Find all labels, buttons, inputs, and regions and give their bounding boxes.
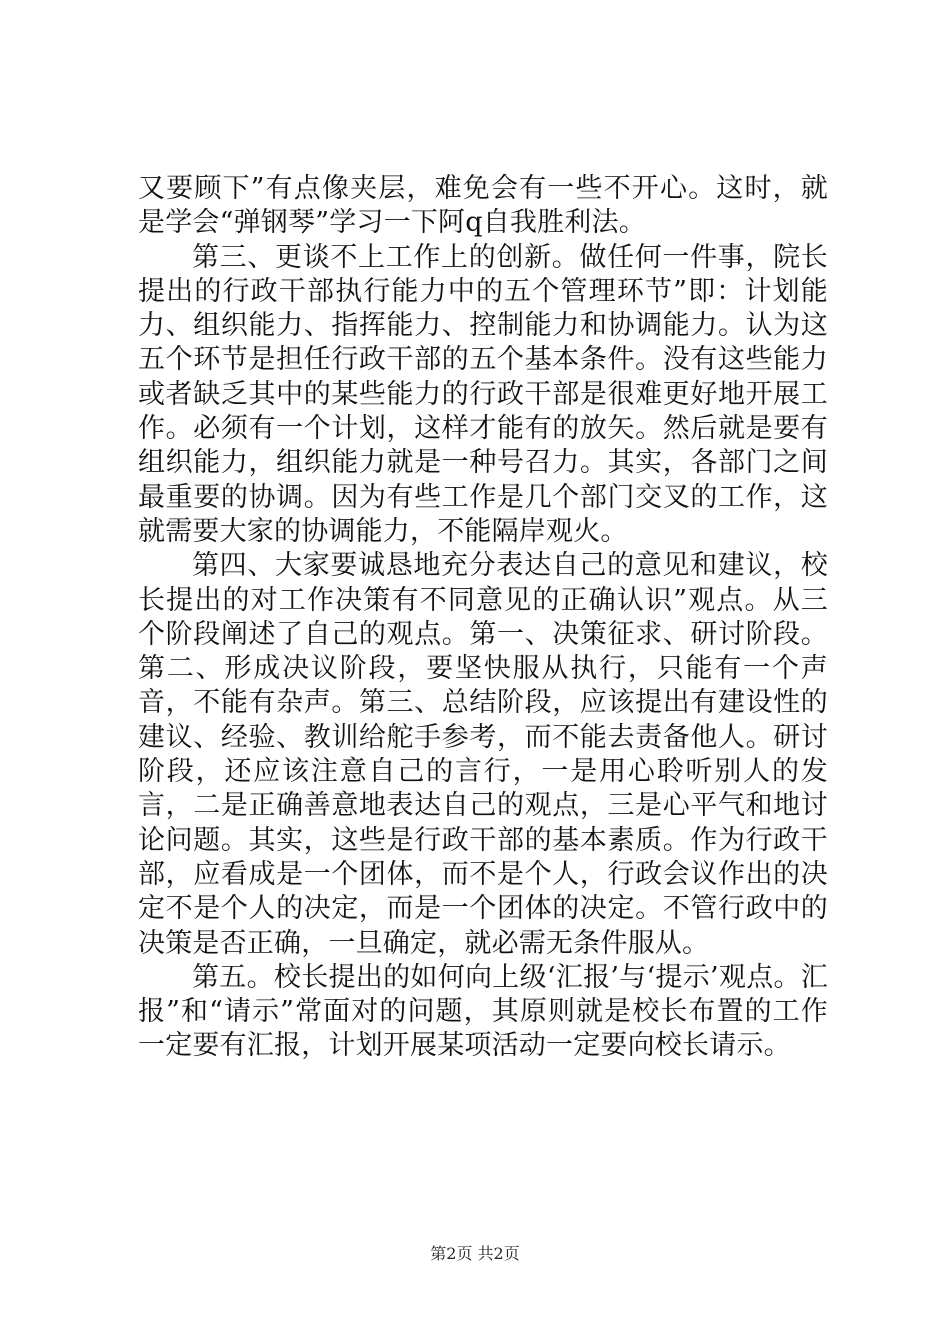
paragraph-continuation: 又要顾下”有点像夹层，难免会有一些不开心。这时，就是学会“弹钢琴”学习一下阿q自我胜利法。 bbox=[138, 173, 828, 239]
paragraph-point-five: 第五。校长提出的如何向上级‘汇报’与‘提示’观点。汇报”和“请示”常面对的问题，其原则就是校长布置的工作一定要有汇报，计划开展某项活动一定要向校长请示。 bbox=[138, 961, 828, 1062]
paragraph-point-three: 第三、更谈不上工作上的创新。做任何一件事，院长提出的行政干部执行能力中的五个管理环节”即：计划能力、组织能力、指挥能力、控制能力和协调能力。认为这五个环节是担任行政干部的五个基本条件。没有这些能力或者缺乏其中的某些能力的行政干部是很难更好地开展工作。必须有一个计划，这样才能有的放矢。然后就是要有组织能力，组织能力就是一种号召力。其实，各部门之间最重要的协调。因为有些工作是几个部门交叉的工作，这就需要大家的协调能力，不能隔岸观火。 bbox=[138, 241, 828, 547]
document-body bbox=[138, 172, 828, 1064]
paragraph-point-four: 第四、大家要诚恳地充分表达自己的意见和建议，校长提出的对工作决策有不同意见的正确认识”观点。从三个阶段阐述了自己的观点。第一、决策征求、研讨阶段。第二、形成决议阶段，要坚快服从执行，只能有一个声音，不能有杂声。第三、总结阶段，应该提出有建设性的建议、经验、教训给舵手参考，而不能去责备他人。研讨阶段，还应该注意自己的言行，一是用心聆听别人的发言，二是正确善意地表达自己的观点，三是心平气和地讨论问题。其实，这些是行政干部的基本素质。作为行政干部，应看成是一个团体，而不是个人，行政会议作出的决定不是个人的决定，而是一个团体的决定。不管行政中的决策是否正确，一旦确定，就必需无条件服从。 bbox=[138, 550, 828, 959]
page-number-footer: 第2页 共2页 bbox=[430, 1244, 520, 1263]
